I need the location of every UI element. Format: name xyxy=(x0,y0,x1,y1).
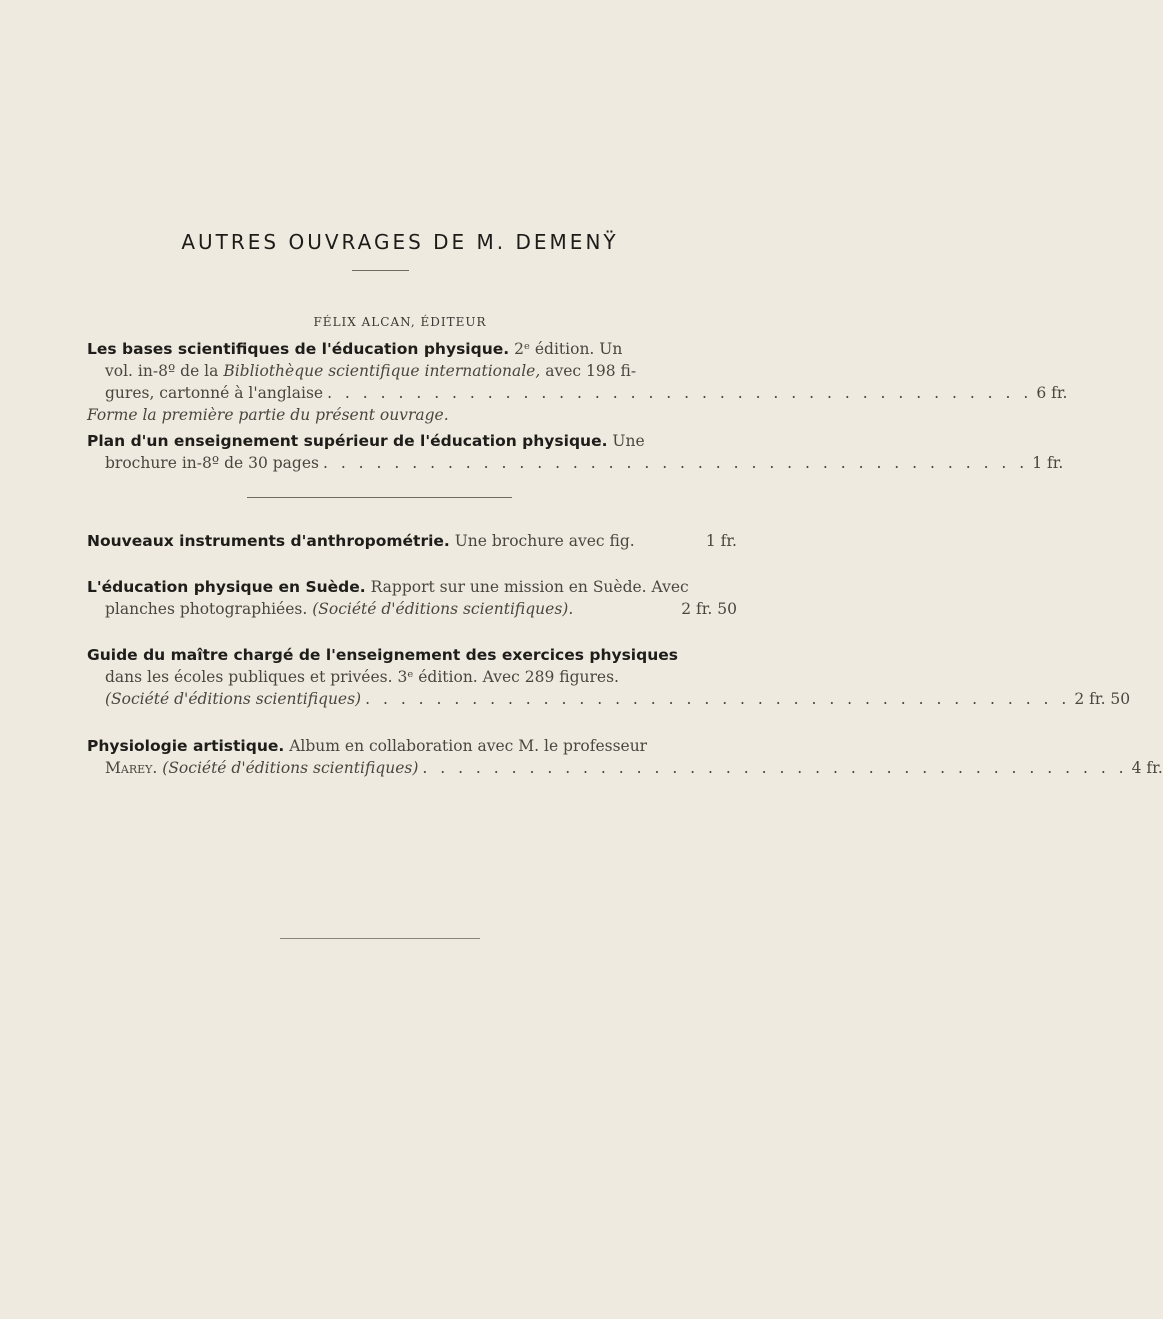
entry-price: 6 fr. xyxy=(1036,384,1068,402)
entry-text: avec 198 fi- xyxy=(545,362,637,380)
entry-physiologie-artistique xyxy=(87,735,1163,779)
entry-title: Physiologie artistique. xyxy=(87,737,285,755)
entry-plan-enseignement xyxy=(87,430,1064,474)
entry-bases-scientifiques xyxy=(87,338,1068,426)
entry-price: 2 fr. 50 xyxy=(681,600,737,618)
entry-title: L'éducation physique en Suède. xyxy=(87,578,366,596)
title-rule xyxy=(352,270,409,271)
entry-series: Bibliothèque scientifique internationale, xyxy=(223,362,541,380)
entry-guide-du-maitre xyxy=(87,644,1131,710)
entry-publisher: (Société d'éditions scientifiques) xyxy=(105,690,362,708)
entry-publisher: (Société d'éditions scientifiques). xyxy=(312,600,574,618)
entry-nouveaux-instruments xyxy=(87,530,737,552)
entry-publisher: (Société d'éditions scientifiques) xyxy=(162,759,419,777)
leader-dots: . . . . . . . . . . . . . . . . . . . . . . . . . . . . . . . . . . . . . . . . xyxy=(322,454,1029,472)
entry-price: 4 fr. xyxy=(1131,759,1163,777)
entry-note: Forme la première partie du présent ouvrage. xyxy=(87,406,449,424)
entry-title: Nouveaux instruments d'anthropométrie. xyxy=(87,532,450,550)
entry-price: 1 fr. xyxy=(705,532,737,550)
leader-dots: . . . . . . . . . . . . . . . . . . . . . . . . . . . . . . . . . . . . . . . . xyxy=(422,759,1128,777)
entry-price: 1 fr. xyxy=(1032,454,1064,472)
entry-author: Marey. xyxy=(105,759,158,777)
entry-text: dans les écoles publiques et privées. 3ᵉ édition. Avec 289 figures. xyxy=(105,668,619,686)
entry-text: Une xyxy=(612,432,645,450)
publisher-line: FÉLIX ALCAN, ÉDITEUR xyxy=(313,315,487,329)
entry-text: Album en collaboration avec M. le professeur xyxy=(289,737,648,755)
entry-text: vol. in-8º de la xyxy=(105,362,219,380)
entry-text: 2ᵉ édition. Un xyxy=(514,340,623,358)
entry-title: Guide du maître chargé de l'enseignement des exercices physiques xyxy=(87,646,678,664)
entry-price: 2 fr. 50 xyxy=(1074,690,1131,708)
leader-dots: . . . . . . . . . . . . . . . . . . . . . . . . . . . . . . . . . . . . . . . . xyxy=(365,690,1071,708)
entry-title: Les bases scientifiques de l'éducation physique. xyxy=(87,340,510,358)
entry-text: planches photographiées. xyxy=(105,600,308,618)
entry-text: Rapport sur une mission en Suède. Avec xyxy=(370,578,689,596)
section-rule xyxy=(247,497,512,498)
entry-text: Une brochure avec fig. xyxy=(454,532,635,550)
entry-text: gures, cartonné à l'anglaise xyxy=(105,384,324,402)
page-title: AUTRES OUVRAGES DE M. DEMENŸ xyxy=(181,230,619,254)
leader-dots: . . . . . . . . . . . . . . . . . . . . . . . . . . . . . . . . . . . . . . . . xyxy=(327,384,1033,402)
entry-text: brochure in-8º de 30 pages xyxy=(105,454,319,472)
entry-title: Plan d'un enseignement supérieur de l'éducation physique. xyxy=(87,432,608,450)
bottom-rule xyxy=(280,938,480,939)
entry-education-suede xyxy=(87,576,737,620)
